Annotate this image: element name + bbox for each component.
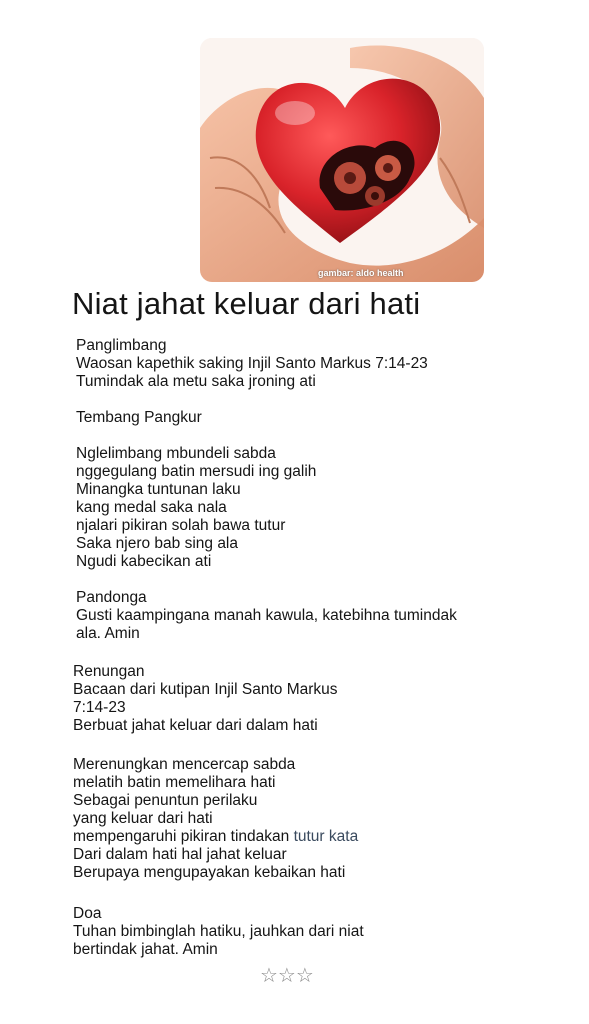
puisi-section bbox=[73, 756, 358, 882]
page-title: Niat jahat keluar dari hati bbox=[72, 286, 421, 321]
verse-line: Minangka tuntunan laku bbox=[76, 481, 241, 498]
image-caption: gambar: aldo health bbox=[318, 268, 404, 278]
text-line: Berbuat jahat keluar dari dalam hati bbox=[73, 717, 318, 734]
text-line: Bacaan dari kutipan Injil Santo Markus bbox=[73, 681, 338, 698]
section-heading: Pandonga bbox=[76, 589, 147, 606]
verse-line: Nglelimbang mbundeli sabda bbox=[76, 445, 276, 462]
section-heading: Tembang Pangkur bbox=[76, 409, 202, 426]
renungan-section bbox=[73, 663, 338, 735]
verse-line: nggegulang batin mersudi ing galih bbox=[76, 463, 317, 480]
text-line: bertindak jahat. Amin bbox=[73, 941, 218, 958]
doa-section bbox=[73, 905, 364, 959]
text-line: Gusti kaampingana manah kawula, katebihna tumindak bbox=[76, 607, 457, 624]
section-heading: Doa bbox=[73, 905, 102, 922]
star-divider-icon: ☆☆☆ bbox=[260, 965, 314, 987]
verse-line: yang keluar dari hati bbox=[73, 810, 213, 827]
hero-image bbox=[200, 38, 484, 282]
verse-line: kang medal saka nala bbox=[76, 499, 227, 516]
section-heading: Renungan bbox=[73, 663, 145, 680]
verse-line: Saka njero bab sing ala bbox=[76, 535, 239, 552]
text-line: Tumindak ala metu saka jroning ati bbox=[76, 373, 316, 390]
section-heading: Panglimbang bbox=[76, 337, 167, 354]
verse-line: Merenungkan mencercap sabda bbox=[73, 756, 296, 773]
intro-section bbox=[76, 337, 428, 391]
verse-line: melatih batin memelihara hati bbox=[73, 774, 276, 791]
heart-in-hands-illustration bbox=[200, 38, 484, 282]
verse-line-mixed bbox=[73, 828, 358, 846]
verse-line: njalari pikiran solah bawa tutur bbox=[76, 517, 286, 534]
verse-line: Berupaya mengupayakan kebaikan hati bbox=[73, 864, 346, 881]
text-line: Waosan kapethik saking Injil Santo Markus 7:14-23 bbox=[76, 355, 428, 372]
text-line: ala. Amin bbox=[76, 625, 140, 642]
verse-text: mempengaruhi pikiran tindakan bbox=[73, 828, 294, 845]
text-line: 7:14-23 bbox=[73, 699, 126, 716]
tembang-heading-block bbox=[76, 409, 202, 427]
verse-line: Dari dalam hati hal jahat keluar bbox=[73, 846, 287, 863]
text-line: Tuhan bimbinglah hatiku, jauhkan dari niat bbox=[73, 923, 364, 940]
tembang-section bbox=[76, 445, 316, 571]
pandonga-section bbox=[76, 589, 457, 643]
verse-line: Ngudi kabecikan ati bbox=[76, 553, 212, 570]
verse-line: Sebagai penuntun perilaku bbox=[73, 792, 258, 809]
verse-accent-text: tutur kata bbox=[293, 828, 359, 845]
